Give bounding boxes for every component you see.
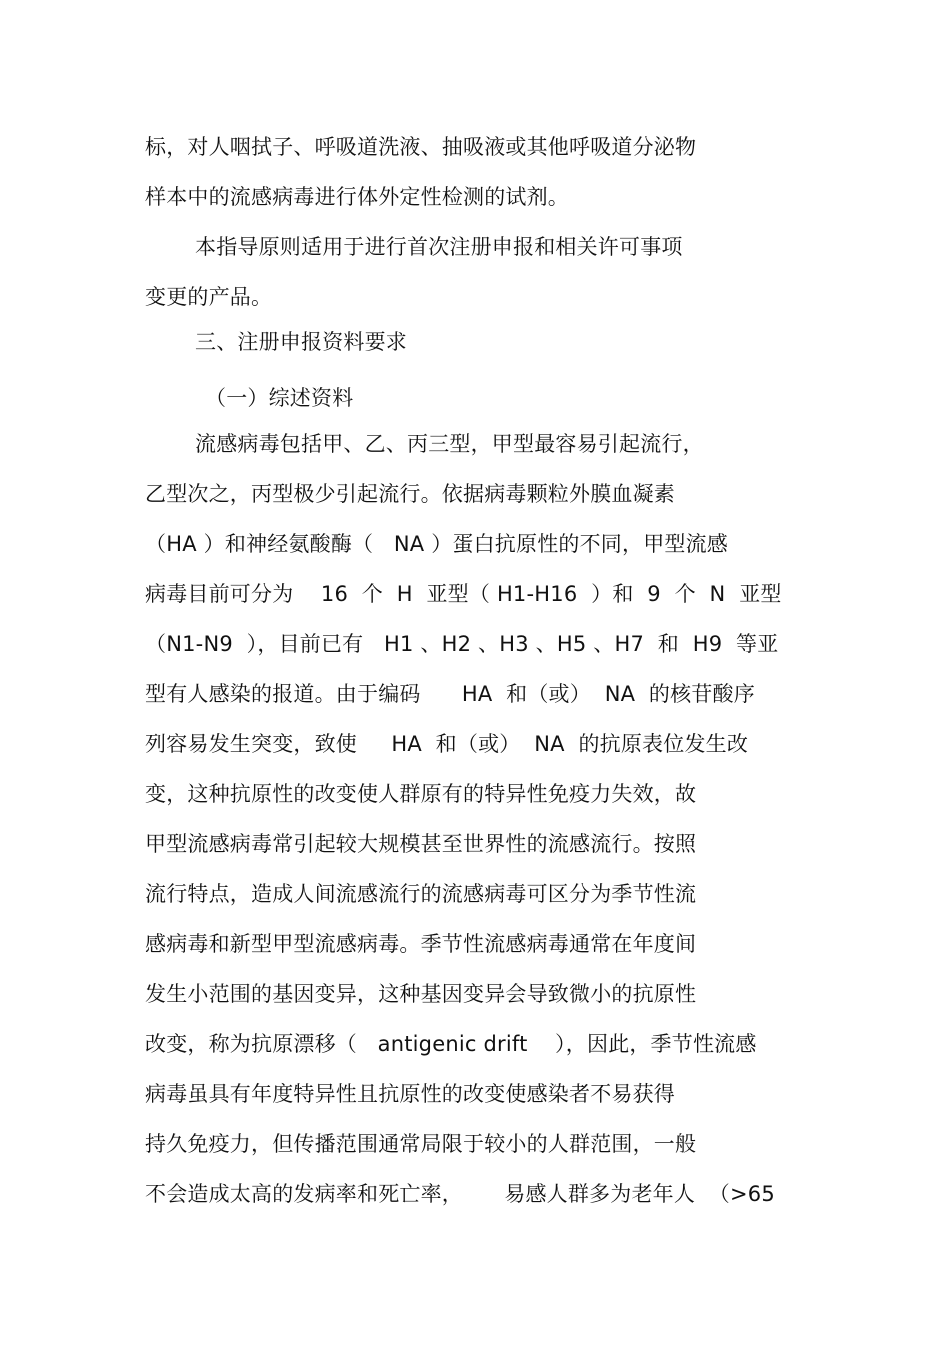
text-line: 流行特点，造成人间流感流行的流感病毒可区分为季节性流 — [145, 882, 697, 906]
section-heading: 三、注册申报资料要求 — [195, 330, 407, 354]
text-line: 变，这种抗原性的改变使人群原有的特异性免疫力失效，故 — [145, 782, 697, 806]
text-line: 改变，称为抗原漂移（ antigenic drift ），因此，季节性流感 — [145, 1032, 757, 1056]
text-line: 感病毒和新型甲型流感病毒。季节性流感病毒通常在年度间 — [145, 932, 697, 956]
text-line: 发生小范围的基因变异，这种基因变异会导致微小的抗原性 — [145, 982, 697, 1006]
text-line: 本指导原则适用于进行首次注册申报和相关许可事项 — [195, 235, 683, 259]
text-line: 病毒目前可分为 16 个 H 亚型（ H1-H16 ）和 9 个 N 亚型 — [145, 582, 782, 606]
text-line: 标，对人咽拭子、呼吸道洗液、抽吸液或其他呼吸道分泌物 — [145, 135, 697, 159]
text-line: （N1-N9 ），目前已有 H1 、H2 、H3 、H5 、H7 和 H9 等亚 — [145, 632, 779, 656]
text-line: （HA ）和神经氨酸酶（ NA ）蛋白抗原性的不同，甲型流感 — [145, 532, 729, 556]
text-line: 流感病毒包括甲、乙、丙三型，甲型最容易引起流行， — [195, 432, 704, 456]
text-line: 甲型流感病毒常引起较大规模甚至世界性的流感流行。按照 — [145, 832, 697, 856]
text-line: 变更的产品。 — [145, 285, 273, 309]
text-line: 样本中的流感病毒进行体外定性检测的试剂。 — [145, 185, 569, 209]
text-line: 列容易发生突变，致使 HA 和（或） NA 的抗原表位发生改 — [145, 732, 749, 756]
text-line: 型有人感染的报道。由于编码 HA 和（或） NA 的核苷酸序 — [145, 682, 755, 706]
text-line: 乙型次之，丙型极少引起流行。依据病毒颗粒外膜血凝素 — [145, 482, 675, 506]
text-line: 持久免疫力，但传播范围通常局限于较小的人群范围，一般 — [145, 1132, 697, 1156]
text-line: 不会造成太高的发病率和死亡率， 易感人群多为老年人 （>65 — [145, 1182, 775, 1206]
text-line: 病毒虽具有年度特异性且抗原性的改变使感染者不易获得 — [145, 1082, 675, 1106]
subsection-heading: （一）综述资料 — [205, 386, 354, 410]
